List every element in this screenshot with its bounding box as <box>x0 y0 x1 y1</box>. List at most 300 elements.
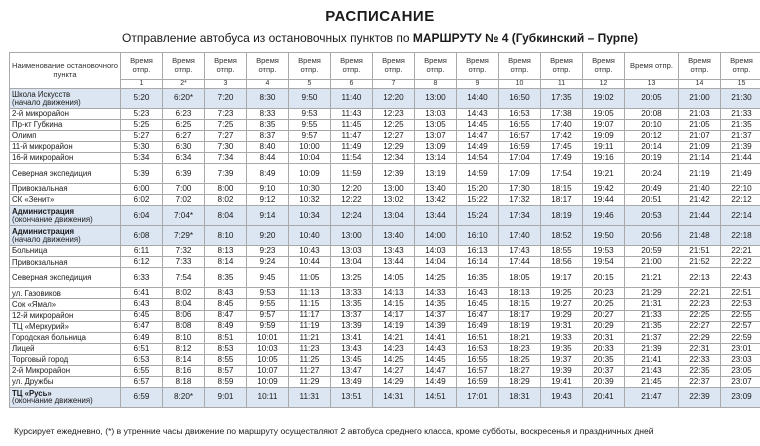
stop-name-label: Больница <box>12 246 48 256</box>
trip-header: Время отпр. <box>373 53 415 80</box>
departure-time: 10:09 <box>289 164 331 184</box>
departure-time: 5:27 <box>121 131 163 142</box>
departure-time: 14:37 <box>415 310 457 321</box>
departure-time: 13:40 <box>373 226 415 246</box>
departure-time: 14:54 <box>457 153 499 164</box>
departure-time: 12:22 <box>331 195 373 206</box>
stop-name <box>10 164 121 184</box>
departure-time: 11:54 <box>331 153 373 164</box>
departure-time: 9:57 <box>289 131 331 142</box>
departure-time: 6:00 <box>121 184 163 195</box>
trip-header: Время отпр. <box>247 53 289 80</box>
departure-time: 8:35 <box>205 268 247 288</box>
departure-time: 16:51 <box>457 332 499 343</box>
stop-name-label: ТЦ «Русь» <box>12 388 52 398</box>
departure-time: 12:39 <box>373 164 415 184</box>
table-row <box>10 184 760 195</box>
departure-time: 19:37 <box>541 354 583 365</box>
page-title: РАСПИСАНИЕ <box>325 8 435 25</box>
departure-time: 6:51 <box>121 343 163 354</box>
departure-time: 19:44 <box>583 195 625 206</box>
departure-time: 5:20 <box>121 89 163 109</box>
departure-time: 14:15 <box>373 299 415 310</box>
departure-time: 19:46 <box>583 206 625 226</box>
departure-time: 20:59 <box>625 246 679 257</box>
departure-time: 21:44 <box>679 206 721 226</box>
departure-time: 19:35 <box>541 343 583 354</box>
stop-name-label: Сок «Ямал» <box>12 299 57 309</box>
departure-time: 13:09 <box>415 142 457 153</box>
departure-time: 13:33 <box>331 288 373 299</box>
departure-time: 18:17 <box>541 195 583 206</box>
table-row <box>10 387 760 407</box>
departure-time: 21:21 <box>625 268 679 288</box>
trip-number: 2* <box>163 80 205 89</box>
departure-time: 13:05 <box>415 120 457 131</box>
departure-time: 8:49 <box>205 321 247 332</box>
trip-header: Время отпр. <box>679 53 721 80</box>
departure-time: 6:45 <box>121 310 163 321</box>
departure-time: 8:30 <box>247 89 289 109</box>
departure-time: 11:43 <box>331 109 373 120</box>
departure-time: 10:34 <box>289 206 331 226</box>
departure-time: 18:55 <box>541 246 583 257</box>
departure-time: 12:20 <box>373 89 415 109</box>
departure-time: 22:53 <box>721 299 760 310</box>
departure-time: 8:35 <box>247 120 289 131</box>
stop-name-label: СК «Зенит» <box>12 195 55 205</box>
departure-time: 11:29 <box>289 376 331 387</box>
trip-number: 4 <box>247 80 289 89</box>
departure-time: 5:30 <box>121 142 163 153</box>
departure-time: 9:53 <box>247 288 289 299</box>
stop-name-label: Лицей <box>12 343 35 353</box>
departure-time: 21:49 <box>721 164 760 184</box>
table-row <box>10 226 760 246</box>
departure-time: 10:03 <box>247 343 289 354</box>
departure-time: 18:15 <box>499 299 541 310</box>
departure-time: 18:52 <box>541 226 583 246</box>
departure-time: 18:21 <box>499 332 541 343</box>
departure-time: 19:29 <box>541 310 583 321</box>
departure-time: 7:54 <box>163 268 205 288</box>
departure-time: 14:45 <box>415 354 457 365</box>
departure-time: 21:35 <box>721 120 760 131</box>
departure-time: 21:42 <box>679 195 721 206</box>
schedule-body <box>10 89 760 408</box>
stop-name-label: ТЦ «Меркурий» <box>12 321 69 331</box>
departure-time: 14:25 <box>373 354 415 365</box>
departure-time: 13:07 <box>415 131 457 142</box>
stop-name-label: Северная экспедиция <box>12 168 92 178</box>
departure-time: 14:33 <box>415 288 457 299</box>
departure-time: 9:23 <box>247 246 289 257</box>
departure-time: 7:02 <box>163 195 205 206</box>
departure-time: 14:00 <box>415 226 457 246</box>
departure-time: 13:04 <box>331 257 373 268</box>
departure-time: 21:37 <box>625 332 679 343</box>
departure-time: 11:17 <box>289 310 331 321</box>
departure-time: 13:39 <box>331 321 373 332</box>
stop-name <box>10 226 121 246</box>
stop-name <box>10 299 121 310</box>
table-row <box>10 365 760 376</box>
departure-time: 8:59 <box>205 376 247 387</box>
stop-name-label: 2-й Микрорайон <box>12 365 71 375</box>
departure-time: 16:43 <box>457 288 499 299</box>
table-row <box>10 310 760 321</box>
departure-time: 17:44 <box>499 257 541 268</box>
departure-time: 16:53 <box>457 343 499 354</box>
departure-time: 20:53 <box>625 206 679 226</box>
departure-time: 14:29 <box>373 376 415 387</box>
departure-time: 19:42 <box>583 184 625 195</box>
departure-time: 14:43 <box>415 343 457 354</box>
trip-header: Время отпр. <box>625 53 679 80</box>
stop-name <box>10 184 121 195</box>
trip-header: Время отпр. <box>499 53 541 80</box>
departure-time: 6:27 <box>163 131 205 142</box>
departure-time: 14:51 <box>415 387 457 407</box>
departure-time: 14:21 <box>373 332 415 343</box>
departure-time: 20:14 <box>625 142 679 153</box>
departure-time: 8:00 <box>205 184 247 195</box>
departure-time: 9:57 <box>247 310 289 321</box>
table-row <box>10 246 760 257</box>
departure-time: 8:57 <box>205 365 247 376</box>
departure-time: 9:24 <box>247 257 289 268</box>
departure-time: 14:49 <box>457 142 499 153</box>
departure-time: 19:54 <box>583 257 625 268</box>
departure-time: 8:06 <box>163 310 205 321</box>
departure-time: 21:19 <box>679 164 721 184</box>
departure-time: 11:21 <box>289 332 331 343</box>
departure-time: 7:29* <box>163 226 205 246</box>
stop-name <box>10 310 121 321</box>
departure-time: 21:00 <box>625 257 679 268</box>
table-row <box>10 321 760 332</box>
departure-time: 16:35 <box>457 268 499 288</box>
departure-time: 22:59 <box>721 332 760 343</box>
departure-time: 9:53 <box>289 109 331 120</box>
departure-time: 14:19 <box>373 321 415 332</box>
departure-time: 22:29 <box>679 332 721 343</box>
departure-time: 7:30 <box>205 142 247 153</box>
departure-time: 21:05 <box>679 120 721 131</box>
stop-name-note: (окончание движения) <box>12 214 93 224</box>
stop-name-label: Администрация <box>12 227 75 237</box>
stop-name <box>10 206 121 226</box>
departure-time: 6:23 <box>163 109 205 120</box>
departure-time: 16:59 <box>457 376 499 387</box>
departure-time: 12:25 <box>373 120 415 131</box>
table-row <box>10 131 760 142</box>
departure-time: 8:33 <box>247 109 289 120</box>
departure-time: 8:14 <box>205 257 247 268</box>
departure-time: 21:52 <box>679 257 721 268</box>
departure-time: 22:13 <box>679 268 721 288</box>
stop-name <box>10 288 121 299</box>
departure-time: 19:25 <box>541 288 583 299</box>
trip-number: 3 <box>205 80 247 89</box>
departure-time: 16:13 <box>457 246 499 257</box>
stop-name <box>10 109 121 120</box>
stop-name-label: Привокзальная <box>12 257 68 267</box>
table-row <box>10 120 760 131</box>
trip-header: Время отпр. <box>205 53 247 80</box>
departure-time: 8:40 <box>247 142 289 153</box>
departure-time: 13:47 <box>331 365 373 376</box>
stop-name <box>10 131 121 142</box>
departure-time: 18:19 <box>541 206 583 226</box>
departure-time: 20:15 <box>583 268 625 288</box>
departure-time: 19:27 <box>541 299 583 310</box>
departure-time: 17:45 <box>541 142 583 153</box>
departure-time: 22:25 <box>679 310 721 321</box>
departure-time: 6:43 <box>121 299 163 310</box>
departure-time: 9:55 <box>247 299 289 310</box>
departure-time: 13:37 <box>331 310 373 321</box>
departure-time: 23:01 <box>721 343 760 354</box>
table-row <box>10 109 760 120</box>
departure-time: 12:34 <box>373 153 415 164</box>
departure-time: 21:00 <box>679 89 721 109</box>
stop-name-label: ул. Дружбы <box>12 376 54 386</box>
departure-time: 21:33 <box>625 310 679 321</box>
departure-time: 14:39 <box>415 321 457 332</box>
departure-time: 10:44 <box>289 257 331 268</box>
departure-time: 21:14 <box>679 153 721 164</box>
departure-time: 20:05 <box>625 89 679 109</box>
departure-time: 11:19 <box>289 321 331 332</box>
stop-name <box>10 268 121 288</box>
departure-time: 22:23 <box>679 299 721 310</box>
departure-time: 16:49 <box>457 321 499 332</box>
departure-time: 19:02 <box>583 89 625 109</box>
departure-time: 21:39 <box>721 142 760 153</box>
departure-time: 17:32 <box>499 195 541 206</box>
departure-time: 17:38 <box>541 109 583 120</box>
departure-time: 21:37 <box>721 131 760 142</box>
departure-time: 7:39 <box>205 164 247 184</box>
departure-time: 17:35 <box>541 89 583 109</box>
table-row <box>10 206 760 226</box>
departure-time: 10:07 <box>247 365 289 376</box>
departure-time: 13:25 <box>331 268 373 288</box>
departure-time: 13:00 <box>373 184 415 195</box>
departure-time: 8:51 <box>205 332 247 343</box>
departure-time: 12:20 <box>331 184 373 195</box>
departure-time: 8:12 <box>163 343 205 354</box>
departure-time: 20:10 <box>625 120 679 131</box>
departure-time: 19:41 <box>541 376 583 387</box>
departure-time: 7:25 <box>205 120 247 131</box>
departure-time: 13:00 <box>415 89 457 109</box>
departure-time: 6:39 <box>163 164 205 184</box>
departure-time: 5:34 <box>121 153 163 164</box>
departure-time: 14:40 <box>457 89 499 109</box>
departure-time: 22:35 <box>679 365 721 376</box>
departure-time: 19:50 <box>583 226 625 246</box>
stop-name <box>10 153 121 164</box>
stop-name <box>10 120 121 131</box>
departure-time: 6:08 <box>121 226 163 246</box>
departure-time: 19:07 <box>583 120 625 131</box>
departure-time: 9:10 <box>247 184 289 195</box>
subtitle-route: МАРШРУТУ № 4 (Губкинский – Пурпе) <box>412 31 638 45</box>
departure-time: 7:34 <box>205 153 247 164</box>
departure-time: 10:00 <box>289 142 331 153</box>
departure-time: 14:59 <box>457 164 499 184</box>
departure-time: 12:29 <box>373 142 415 153</box>
trip-number: 9 <box>457 80 499 89</box>
departure-time: 5:25 <box>121 120 163 131</box>
departure-time: 16:55 <box>499 120 541 131</box>
departure-time: 13:04 <box>373 206 415 226</box>
departure-time: 22:27 <box>679 321 721 332</box>
departure-time: 20:33 <box>583 343 625 354</box>
departure-time: 21:51 <box>679 246 721 257</box>
departure-time: 11:15 <box>289 299 331 310</box>
departure-time: 8:49 <box>247 164 289 184</box>
departure-time: 19:17 <box>541 268 583 288</box>
departure-time: 18:31 <box>499 387 541 407</box>
stop-name <box>10 365 121 376</box>
trip-header: Время отпр. <box>457 53 499 80</box>
departure-time: 14:27 <box>373 365 415 376</box>
trip-number: 10 <box>499 80 541 89</box>
trip-header: Время отпр. <box>583 53 625 80</box>
departure-time: 9:55 <box>289 120 331 131</box>
departure-time: 14:23 <box>373 343 415 354</box>
departure-time: 23:09 <box>721 387 760 407</box>
departure-time: 17:34 <box>499 206 541 226</box>
departure-time: 6:55 <box>121 365 163 376</box>
table-row <box>10 376 760 387</box>
trip-number: 13 <box>625 80 679 89</box>
departure-time: 16:55 <box>457 354 499 365</box>
departure-time: 13:02 <box>373 195 415 206</box>
departure-time: 18:19 <box>499 321 541 332</box>
table-row <box>10 354 760 365</box>
departure-time: 22:39 <box>679 387 721 407</box>
departure-time: 16:47 <box>457 310 499 321</box>
stop-name-label: 11-й микрорайон <box>12 142 73 152</box>
departure-time: 21:45 <box>625 376 679 387</box>
stop-name <box>10 257 121 268</box>
departure-time: 18:15 <box>541 184 583 195</box>
departure-time: 19:11 <box>583 142 625 153</box>
departure-time: 9:14 <box>247 206 289 226</box>
departure-time: 8:45 <box>205 299 247 310</box>
departure-time: 6:59 <box>121 387 163 407</box>
departure-time: 8:37 <box>247 131 289 142</box>
table-row <box>10 153 760 164</box>
departure-time: 11:13 <box>289 288 331 299</box>
departure-time: 6:02 <box>121 195 163 206</box>
stop-name <box>10 142 121 153</box>
departure-time: 9:20 <box>247 226 289 246</box>
departure-time: 7:23 <box>205 109 247 120</box>
stop-name <box>10 332 121 343</box>
departure-time: 6:41 <box>121 288 163 299</box>
departure-time: 13:40 <box>415 184 457 195</box>
departure-time: 14:17 <box>373 310 415 321</box>
stop-name <box>10 354 121 365</box>
departure-time: 7:33 <box>163 257 205 268</box>
trip-number: 1 <box>121 80 163 89</box>
departure-time: 13:35 <box>331 299 373 310</box>
departure-time: 22:31 <box>679 343 721 354</box>
departure-time: 11:49 <box>331 142 373 153</box>
departure-time: 13:51 <box>331 387 373 407</box>
departure-time: 20:29 <box>583 321 625 332</box>
table-row <box>10 343 760 354</box>
trip-header: Время отпр. <box>541 53 583 80</box>
departure-time: 14:49 <box>415 376 457 387</box>
departure-time: 22:43 <box>721 268 760 288</box>
departure-time: 21:48 <box>679 226 721 246</box>
departure-time: 14:47 <box>415 365 457 376</box>
departure-time: 8:16 <box>163 365 205 376</box>
departure-time: 22:10 <box>721 184 760 195</box>
subtitle-prefix: Отправление автобуса из остановочных пунктов по <box>122 31 413 45</box>
departure-time: 22:51 <box>721 288 760 299</box>
departure-time: 13:44 <box>415 206 457 226</box>
departure-time: 7:20 <box>205 89 247 109</box>
departure-time: 14:35 <box>415 299 457 310</box>
stop-name-note: (начало движения) <box>12 234 81 244</box>
departure-time: 8:04 <box>163 299 205 310</box>
trip-header: Время отпр. <box>289 53 331 80</box>
departure-time: 17:09 <box>499 164 541 184</box>
stop-name <box>10 195 121 206</box>
departure-time: 19:33 <box>541 332 583 343</box>
departure-time: 20:49 <box>625 184 679 195</box>
departure-time: 13:45 <box>331 354 373 365</box>
departure-time: 14:04 <box>415 257 457 268</box>
page-subtitle <box>0 31 760 45</box>
stop-name-label: ул. Газовиков <box>12 288 61 298</box>
departure-time: 8:20* <box>163 387 205 407</box>
trip-header: Время отпр. <box>163 53 205 80</box>
departure-time: 23:05 <box>721 365 760 376</box>
stop-name-label: Пр-кт Губкина <box>12 120 63 130</box>
departure-time: 8:47 <box>205 310 247 321</box>
departure-time: 21:09 <box>679 142 721 153</box>
departure-time: 16:57 <box>457 365 499 376</box>
departure-time: 8:02 <box>163 288 205 299</box>
departure-time: 21:30 <box>721 89 760 109</box>
stop-name <box>10 376 121 387</box>
departure-time: 12:23 <box>373 109 415 120</box>
departure-time: 13:00 <box>331 226 373 246</box>
stop-name-label: Городская больница <box>12 332 86 342</box>
departure-time: 8:10 <box>163 332 205 343</box>
departure-time: 11:25 <box>289 354 331 365</box>
table-row <box>10 142 760 153</box>
departure-time: 18:17 <box>499 310 541 321</box>
departure-time: 20:37 <box>583 365 625 376</box>
departure-time: 14:03 <box>415 246 457 257</box>
departure-time: 14:41 <box>415 332 457 343</box>
departure-time: 18:29 <box>499 376 541 387</box>
departure-time: 22:37 <box>679 376 721 387</box>
stop-name-label: 2-й микрорайон <box>12 109 69 119</box>
departure-time: 21:44 <box>721 153 760 164</box>
departure-time: 15:24 <box>457 206 499 226</box>
departure-time: 23:03 <box>721 354 760 365</box>
